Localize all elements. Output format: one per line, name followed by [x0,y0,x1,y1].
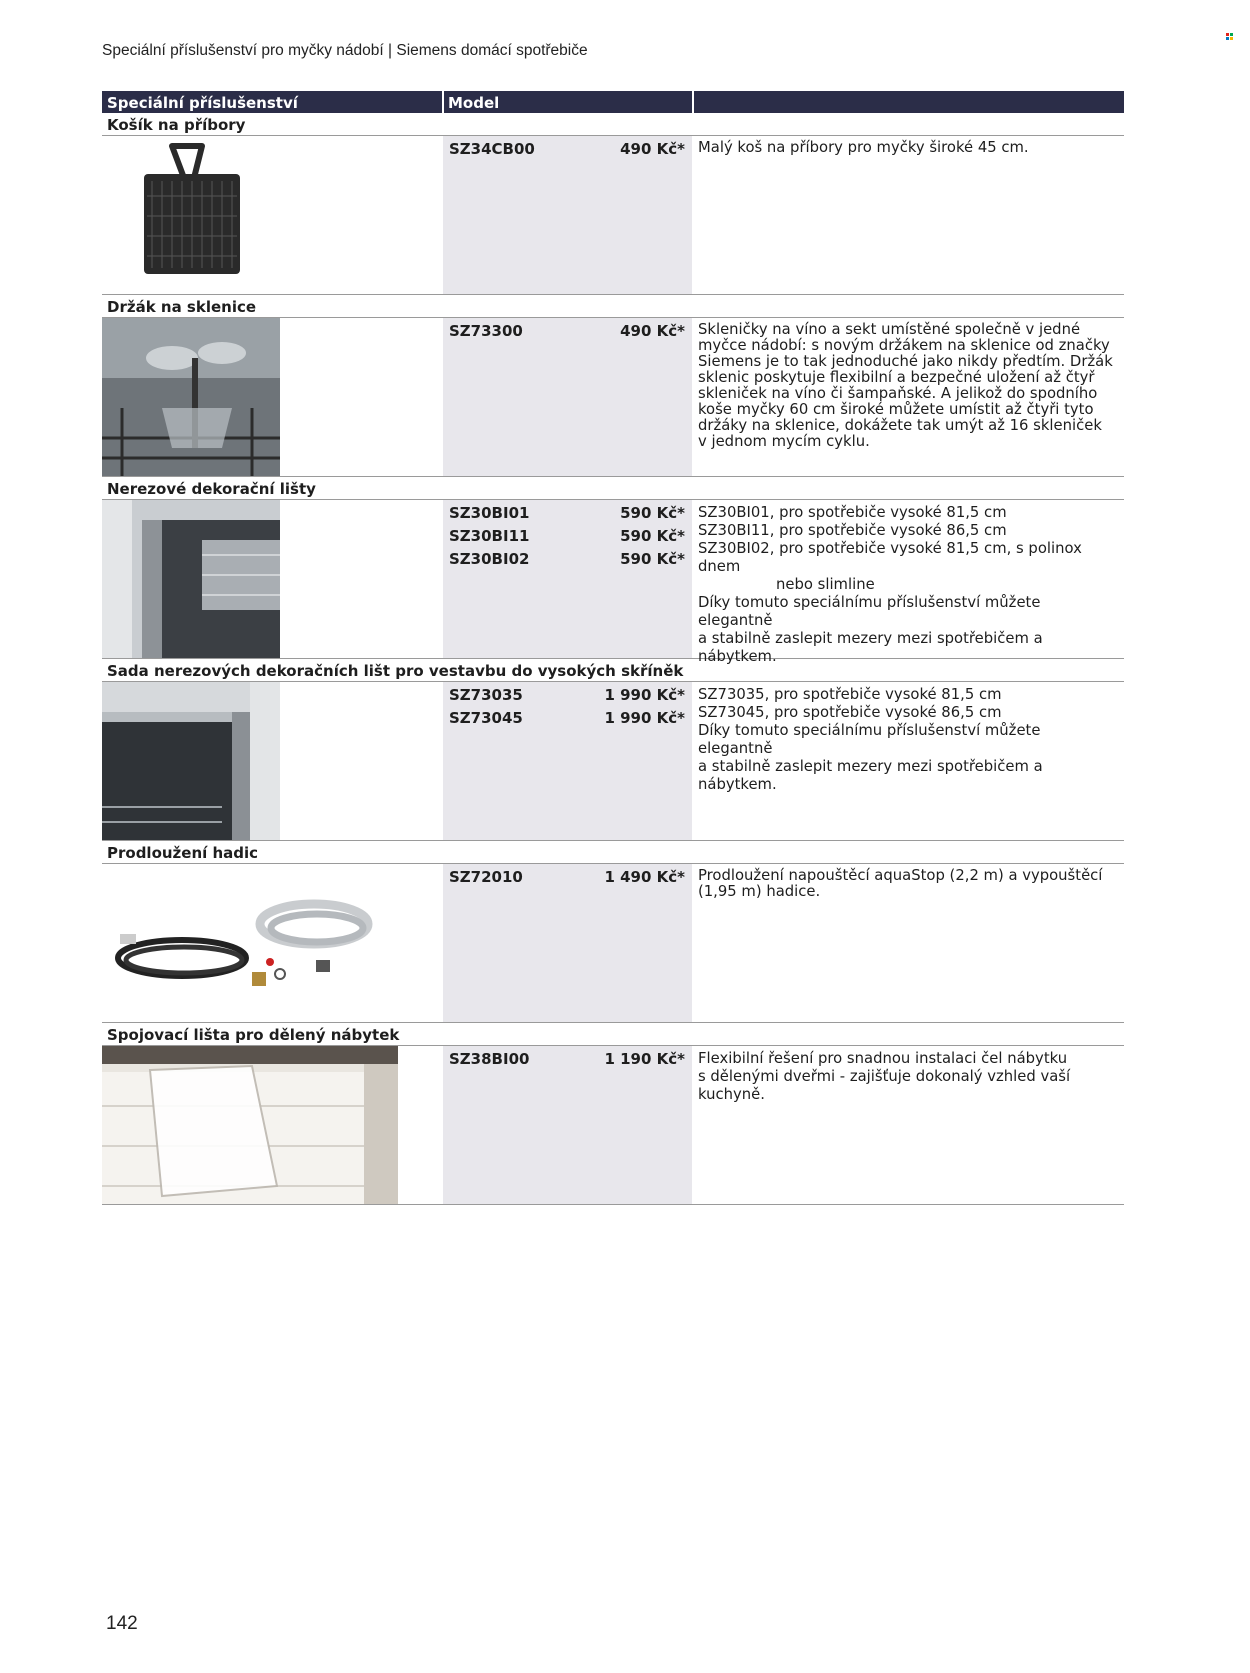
accessories-table [102,91,1124,1205]
model-row [443,705,692,728]
model-row [443,318,692,341]
model-price: 590 Kč* [620,550,685,568]
model-price: 1 990 Kč* [604,709,685,727]
section-title: Sada nerezových dekoračních lišt pro vestavbu do vysokých skříněk [102,659,1124,682]
model-price: 1 190 Kč* [604,1050,685,1068]
model-column [443,136,692,294]
section-cutlery-basket [102,113,1124,295]
table-header [102,91,1124,113]
section-body [102,500,1124,665]
hose-extension-image [102,864,402,1022]
model-code: SZ30BI01 [449,504,530,522]
section-body [102,318,1124,477]
section-title: Držák na sklenice [102,295,1124,318]
model-row [443,546,692,569]
model-column [443,682,692,840]
header-divider [692,91,694,113]
glass-holder-image [102,318,280,476]
model-code: SZ30BI02 [449,550,530,568]
section-connecting-strip [102,1023,1124,1205]
section-title: Prodloužení hadic [102,841,1124,864]
header-divider [442,91,444,113]
description: Flexibilní řešení pro snadnou instalaci čel nábytku s dělenými dveřmi - zajišťuje dokonalý vzhled vaší kuchyně. [698,1050,1071,1103]
section-title: Nerezové dekorační lišty [102,477,1124,500]
model-price: 1 490 Kč* [604,868,685,886]
brand-dots-icon [1226,33,1234,41]
model-code: SZ73300 [449,322,523,340]
model-price: 490 Kč* [620,322,685,340]
description: Skleničky na víno a sekt umístěné společně v jedné myčce nádobí: s novým držákem na sklenice od značky Siemens je to tak jednoduché jako nikdy předtím. Držák sklenic poskytuje flexibilní a bezpečné uložení až čtyř skleniček na víno či šampaňské. A jelikož do spodního koše myčky 60 cm široké můžete umístit až čtyři tyto držáky na sklenice, dokážete tak umýt až 16 skleniček v jednom mycím cyklu. [698,321,1113,450]
section-body [102,682,1124,841]
model-row [443,682,692,705]
model-column [443,500,692,658]
section-glass-holder [102,295,1124,477]
model-row [443,1046,692,1069]
model-code: SZ38BI00 [449,1050,530,1068]
description: Prodloužení napouštěcí aquaStop (2,2 m) a vypouštěcí (1,95 m) hadice. [698,867,1103,900]
section-title: Spojovací lišta pro dělený nábytek [102,1023,1124,1046]
model-code: SZ72010 [449,868,523,886]
model-code: SZ34CB00 [449,140,535,158]
section-hose-extension [102,841,1124,1023]
description: Malý koš na příbory pro myčky široké 45 cm. [698,139,1029,156]
model-price: 590 Kč* [620,527,685,545]
model-column [443,318,692,476]
model-code: SZ30BI11 [449,527,530,545]
model-row [443,500,692,523]
model-row [443,136,692,159]
model-price: 490 Kč* [620,140,685,158]
page-number: 142 [106,1613,138,1634]
model-row [443,864,692,887]
section-body [102,136,1124,295]
model-code: SZ73035 [449,686,523,704]
description: SZ30BI01, pro spotřebiče vysoké 81,5 cm SZ30BI11, pro spotřebiče vysoké 86,5 cm SZ30BI02, pro spotřebiče vysoké 81,5 cm, s polinox dnem nebo slimline Díky tomuto speciálnímu příslušenství můžete elegantně a stabilně zaslepit mezery mezi spotřebičem a nábytkem. [698,504,1087,665]
section-body [102,864,1124,1023]
section-title: Košík na příbory [102,113,1124,136]
decor-strips-image [102,500,280,658]
cutlery-basket-image [102,136,342,294]
model-price: 1 990 Kč* [604,686,685,704]
section-tall-cabinet-strips [102,659,1124,841]
description: SZ73035, pro spotřebiče vysoké 81,5 cm SZ73045, pro spotřebiče vysoké 86,5 cm Díky tomuto speciálnímu příslušenství můžete elegantně a stabilně zaslepit mezery mezi spotřebičem a nábytkem. [698,686,1048,793]
model-column [443,1046,692,1204]
page-header: Speciální příslušenství pro myčky nádobí | Siemens domácí spotřebiče [102,42,588,59]
column-header-accessory: Speciální příslušenství [107,94,298,112]
section-body [102,1046,1124,1205]
model-code: SZ73045 [449,709,523,727]
model-row [443,523,692,546]
model-column [443,864,692,1022]
column-header-model: Model [448,94,500,112]
tall-cabinet-strips-image [102,682,280,840]
connecting-strip-image [102,1046,398,1204]
model-price: 590 Kč* [620,504,685,522]
section-decor-strips [102,477,1124,665]
